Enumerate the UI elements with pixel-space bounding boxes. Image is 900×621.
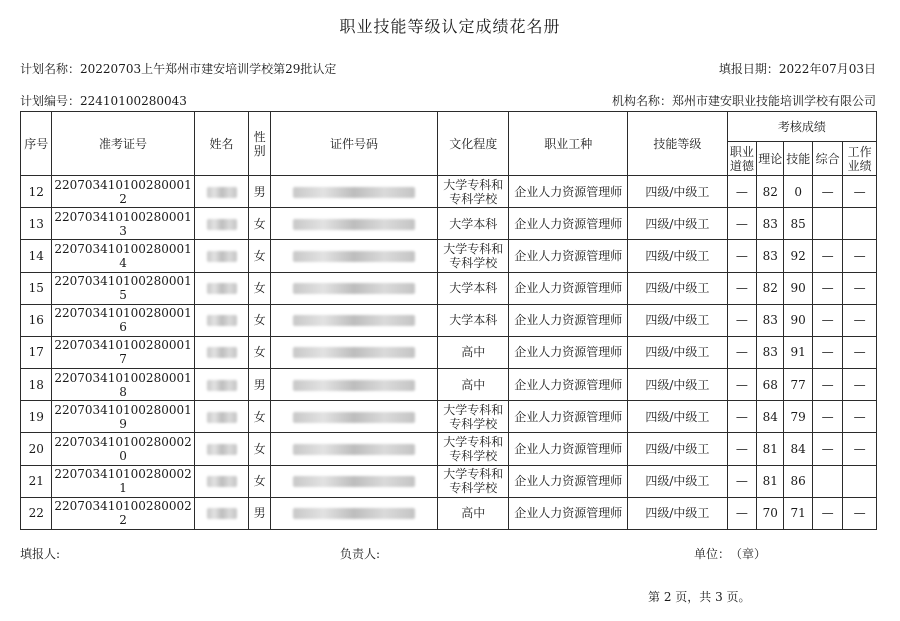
row-gender: 女 (249, 336, 270, 368)
fill-date-line (719, 60, 876, 77)
row-ethics-score: — (727, 304, 756, 336)
row-theory-score: 82 (757, 176, 784, 208)
row-ethics-score: — (727, 272, 756, 304)
row-id-no (270, 208, 438, 240)
row-occupation: 企业人力资源管理师 (509, 240, 628, 272)
org-line (612, 92, 876, 109)
plan-no-value: 22410100280043 (80, 94, 187, 108)
row-skill-level: 四级/中级工 (628, 336, 728, 368)
row-education: 高中 (438, 369, 509, 401)
header-ethics: 职业道德 (727, 142, 756, 176)
redacted-name (207, 380, 237, 391)
redacted-id-number (293, 476, 415, 487)
table-row (21, 336, 877, 368)
row-work-score: — (843, 433, 877, 465)
row-occupation: 企业人力资源管理师 (509, 465, 628, 497)
row-comprehensive-score: — (812, 497, 842, 529)
row-id-no (270, 497, 438, 529)
header-id-no: 证件号码 (270, 112, 438, 176)
row-gender: 男 (249, 176, 270, 208)
row-comprehensive-score: — (812, 240, 842, 272)
org-value: 郑州市建安职业技能培训学校有限公司 (671, 94, 876, 108)
row-theory-score: 70 (757, 497, 784, 529)
row-skill-level: 四级/中级工 (628, 208, 728, 240)
row-seq: 19 (21, 401, 52, 433)
row-education: 大学本科 (438, 208, 509, 240)
plan-no-label: 计划编号： (20, 94, 81, 108)
row-seq: 14 (21, 240, 52, 272)
redacted-id-number (293, 251, 415, 262)
row-gender: 女 (249, 465, 270, 497)
seal-mark: （章） (736, 547, 767, 561)
redacted-id-number (293, 219, 415, 230)
row-education: 大学本科 (438, 304, 509, 336)
header-seq: 序号 (21, 112, 52, 176)
row-comprehensive-score: — (812, 369, 842, 401)
redacted-id-number (293, 412, 415, 423)
row-exam-no: 220703410100280001 2 (52, 176, 194, 208)
row-work-score (843, 465, 877, 497)
header-exam-no: 准考证号 (52, 112, 194, 176)
row-skill-score: 92 (784, 240, 812, 272)
row-skill-level: 四级/中级工 (628, 176, 728, 208)
row-exam-no: 220703410100280001 7 (52, 336, 194, 368)
table-row (21, 497, 877, 529)
row-ethics-score: — (727, 433, 756, 465)
row-skill-score: 91 (784, 336, 812, 368)
row-skill-score: 0 (784, 176, 812, 208)
header-skill-level: 技能等级 (628, 112, 728, 176)
row-seq: 13 (21, 208, 52, 240)
row-gender: 女 (249, 401, 270, 433)
row-education: 大学专科和专科学校 (438, 465, 509, 497)
redacted-name (207, 315, 237, 326)
row-theory-score: 81 (757, 465, 784, 497)
plan-name-line (20, 60, 336, 77)
header-assessment: 考核成绩 (727, 112, 876, 142)
table-row (21, 465, 877, 497)
row-theory-score: 83 (757, 240, 784, 272)
row-skill-score: 77 (784, 369, 812, 401)
header-theory: 理论 (757, 142, 784, 176)
row-name (194, 369, 249, 401)
org-label: 机构名称： (611, 94, 672, 108)
row-exam-no: 220703410100280001 8 (52, 369, 194, 401)
row-name (194, 497, 249, 529)
row-skill-level: 四级/中级工 (628, 369, 728, 401)
row-seq: 16 (21, 304, 52, 336)
row-education: 大学专科和专科学校 (438, 433, 509, 465)
row-education: 大学专科和专科学校 (438, 401, 509, 433)
row-occupation: 企业人力资源管理师 (509, 272, 628, 304)
page-indicator: 第 2 页，共 3 页。 (648, 590, 751, 604)
row-theory-score: 84 (757, 401, 784, 433)
header-occupation: 职业工种 (509, 112, 628, 176)
row-id-no (270, 433, 438, 465)
row-skill-level: 四级/中级工 (628, 304, 728, 336)
row-education: 大学专科和专科学校 (438, 176, 509, 208)
redacted-id-number (293, 444, 415, 455)
row-gender: 女 (249, 433, 270, 465)
row-comprehensive-score: — (812, 336, 842, 368)
row-name (194, 304, 249, 336)
row-work-score: — (843, 369, 877, 401)
row-id-no (270, 272, 438, 304)
row-exam-no: 220703410100280002 0 (52, 433, 194, 465)
row-comprehensive-score: — (812, 272, 842, 304)
table-row (21, 176, 877, 208)
row-exam-no: 220703410100280001 5 (52, 272, 194, 304)
redacted-id-number (293, 315, 415, 326)
row-ethics-score: — (727, 208, 756, 240)
row-ethics-score: — (727, 369, 756, 401)
row-name (194, 401, 249, 433)
row-comprehensive-score (812, 208, 842, 240)
redacted-id-number (293, 283, 415, 294)
row-skill-level: 四级/中级工 (628, 272, 728, 304)
row-name (194, 433, 249, 465)
row-id-no (270, 369, 438, 401)
row-ethics-score: — (727, 240, 756, 272)
row-name (194, 465, 249, 497)
row-exam-no: 220703410100280001 9 (52, 401, 194, 433)
redacted-name (207, 283, 237, 294)
table-row (21, 272, 877, 304)
header-name: 姓名 (194, 112, 249, 176)
row-education: 大学专科和专科学校 (438, 240, 509, 272)
table-row (21, 208, 877, 240)
row-work-score (843, 208, 877, 240)
row-skill-level: 四级/中级工 (628, 240, 728, 272)
row-occupation: 企业人力资源管理师 (509, 304, 628, 336)
row-comprehensive-score: — (812, 401, 842, 433)
plan-no-line (20, 92, 187, 109)
row-gender: 男 (249, 369, 270, 401)
row-seq: 21 (21, 465, 52, 497)
header-gender: 性别 (249, 112, 270, 176)
row-work-score: — (843, 272, 877, 304)
unit-field (694, 545, 766, 562)
row-theory-score: 83 (757, 336, 784, 368)
row-work-score: — (843, 176, 877, 208)
row-ethics-score: — (727, 465, 756, 497)
row-id-no (270, 240, 438, 272)
fill-date-value: 2022年07月03日 (778, 62, 876, 76)
row-comprehensive-score: — (812, 304, 842, 336)
row-occupation: 企业人力资源管理师 (509, 176, 628, 208)
row-exam-no: 220703410100280001 4 (52, 240, 194, 272)
table-row (21, 369, 877, 401)
row-skill-score: 71 (784, 497, 812, 529)
row-occupation: 企业人力资源管理师 (509, 433, 628, 465)
table-row (21, 433, 877, 465)
redacted-name (207, 347, 237, 358)
row-ethics-score: — (727, 401, 756, 433)
redacted-name (207, 412, 237, 423)
row-ethics-score: — (727, 176, 756, 208)
redacted-name (207, 187, 237, 198)
unit-label: 单位： (694, 547, 731, 561)
row-skill-score: 90 (784, 272, 812, 304)
row-theory-score: 68 (757, 369, 784, 401)
header-education: 文化程度 (438, 112, 509, 176)
header-skill: 技能 (784, 142, 812, 176)
row-skill-level: 四级/中级工 (628, 497, 728, 529)
row-id-no (270, 304, 438, 336)
row-skill-score: 84 (784, 433, 812, 465)
row-education: 大学本科 (438, 272, 509, 304)
redacted-id-number (293, 380, 415, 391)
row-theory-score: 81 (757, 433, 784, 465)
row-id-no (270, 176, 438, 208)
row-education: 高中 (438, 336, 509, 368)
row-work-score: — (843, 497, 877, 529)
row-gender: 女 (249, 272, 270, 304)
row-id-no (270, 401, 438, 433)
row-work-score: — (843, 401, 877, 433)
row-name (194, 272, 249, 304)
row-education: 高中 (438, 497, 509, 529)
reporter-field: 填报人: (20, 547, 61, 561)
row-id-no (270, 336, 438, 368)
table-row (21, 304, 877, 336)
row-seq: 12 (21, 176, 52, 208)
fill-date-label: 填报日期： (718, 62, 779, 76)
row-occupation: 企业人力资源管理师 (509, 497, 628, 529)
row-occupation: 企业人力资源管理师 (509, 336, 628, 368)
row-name (194, 336, 249, 368)
redacted-name (207, 508, 237, 519)
table-row (21, 240, 877, 272)
redacted-name (207, 444, 237, 455)
header-work-performance: 工作业绩 (843, 142, 877, 176)
row-comprehensive-score (812, 465, 842, 497)
score-roster-table (20, 111, 877, 530)
row-work-score: — (843, 304, 877, 336)
row-ethics-score: — (727, 497, 756, 529)
row-seq: 20 (21, 433, 52, 465)
row-gender: 女 (249, 240, 270, 272)
plan-name-value: 20220703上午郑州市建安培训学校第29批认定 (80, 62, 337, 76)
row-seq: 15 (21, 272, 52, 304)
row-occupation: 企业人力资源管理师 (509, 401, 628, 433)
row-seq: 17 (21, 336, 52, 368)
row-id-no (270, 465, 438, 497)
row-exam-no: 220703410100280002 2 (52, 497, 194, 529)
row-comprehensive-score: — (812, 176, 842, 208)
row-theory-score: 83 (757, 208, 784, 240)
row-occupation: 企业人力资源管理师 (509, 208, 628, 240)
row-exam-no: 220703410100280001 3 (52, 208, 194, 240)
document-title: 职业技能等级认定成绩花名册 (339, 17, 561, 36)
plan-name-label: 计划名称： (20, 62, 81, 76)
row-comprehensive-score: — (812, 433, 842, 465)
redacted-name (207, 251, 237, 262)
row-name (194, 176, 249, 208)
row-skill-score: 85 (784, 208, 812, 240)
row-seq: 18 (21, 369, 52, 401)
row-skill-score: 79 (784, 401, 812, 433)
redacted-name (207, 476, 237, 487)
row-exam-no: 220703410100280002 1 (52, 465, 194, 497)
table-row (21, 401, 877, 433)
row-skill-score: 90 (784, 304, 812, 336)
row-work-score: — (843, 336, 877, 368)
row-work-score: — (843, 240, 877, 272)
redacted-id-number (293, 508, 415, 519)
row-theory-score: 83 (757, 304, 784, 336)
row-theory-score: 82 (757, 272, 784, 304)
row-exam-no: 220703410100280001 6 (52, 304, 194, 336)
redacted-id-number (293, 347, 415, 358)
row-skill-level: 四级/中级工 (628, 465, 728, 497)
header-comprehensive: 综合 (812, 142, 842, 176)
redacted-id-number (293, 187, 415, 198)
row-skill-level: 四级/中级工 (628, 433, 728, 465)
row-occupation: 企业人力资源管理师 (509, 369, 628, 401)
row-skill-level: 四级/中级工 (628, 401, 728, 433)
row-gender: 女 (249, 304, 270, 336)
responsible-field: 负责人: (340, 547, 381, 561)
row-seq: 22 (21, 497, 52, 529)
row-skill-score: 86 (784, 465, 812, 497)
roster-body (21, 176, 877, 530)
row-name (194, 240, 249, 272)
row-gender: 女 (249, 208, 270, 240)
redacted-name (207, 219, 237, 230)
row-name (194, 208, 249, 240)
row-gender: 男 (249, 497, 270, 529)
row-ethics-score: — (727, 336, 756, 368)
